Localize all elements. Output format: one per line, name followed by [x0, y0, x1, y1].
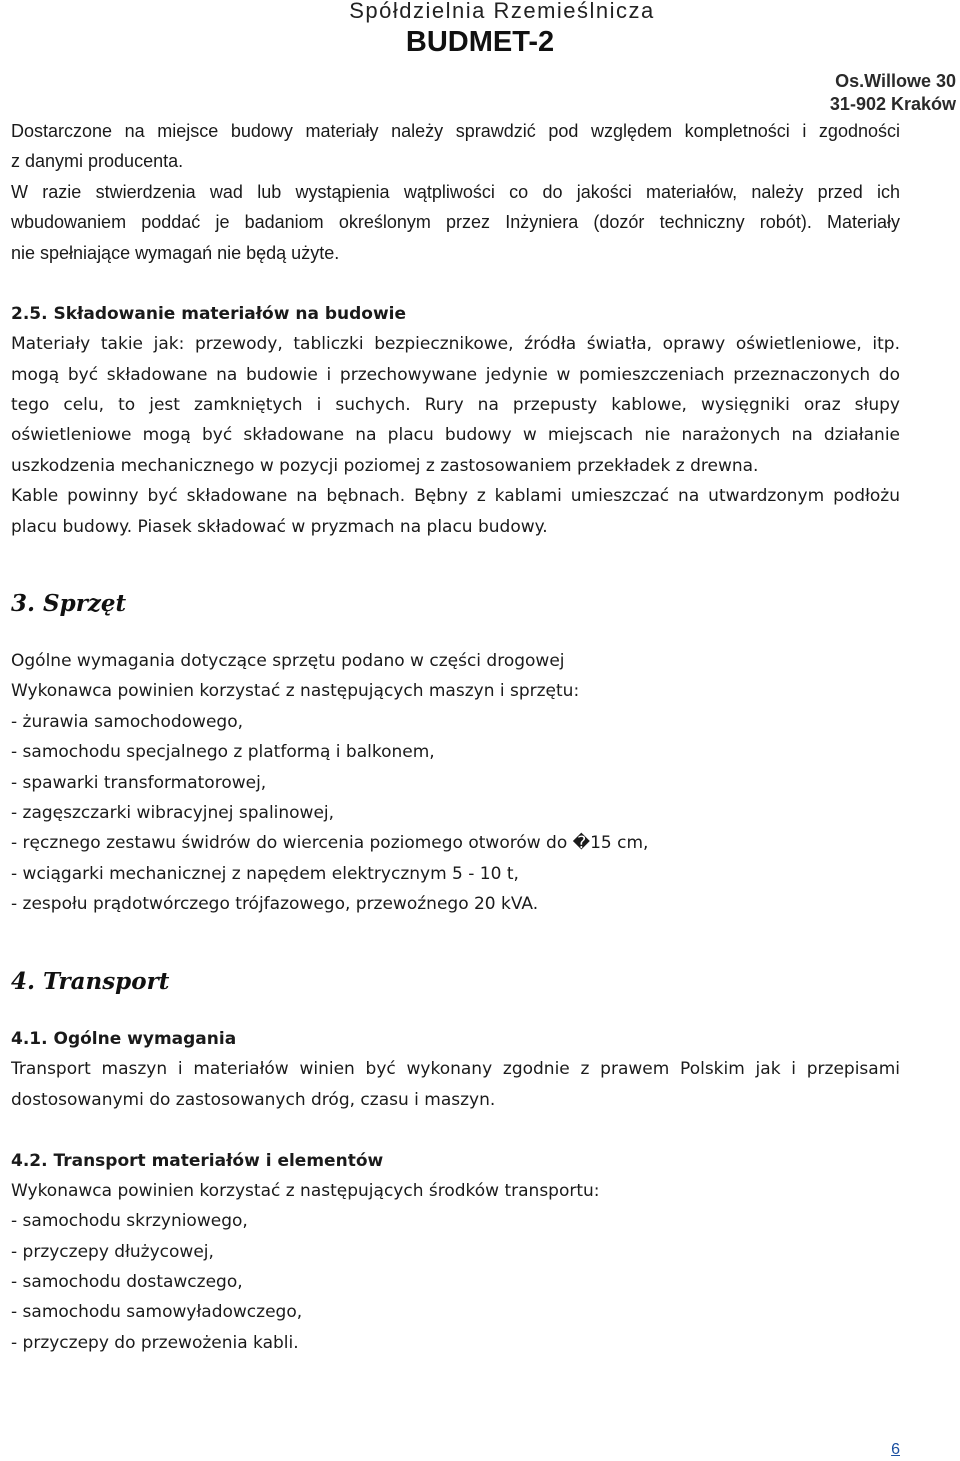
address-line-2: 31-902 Kraków: [829, 94, 956, 114]
paragraph-line: dostosowanymi do zastosowanych dróg, czasu i maszyn.: [11, 1090, 496, 1110]
list-item: - samochodu specjalnego z platformą i balkonem,: [11, 742, 435, 762]
intro-line: Dostarczone na miejsce budowy materiały należy sprawdzić pod względem kompletności i zgodności: [11, 121, 900, 141]
address-line-1: Os.Willowe 30: [835, 71, 956, 91]
intro-line: wbudowaniem poddać je badaniom określonym przez Inżyniera (dozór techniczny robót). Materiały: [11, 212, 900, 232]
paragraph-line: Materiały takie jak: przewody, tabliczki bezpiecznikowe, źródła światła, oprawy oświetleniowe, itp.: [11, 334, 900, 354]
cooperative-name: Spółdzielnia Rzemieślnicza: [349, 0, 655, 23]
company-name: BUDMET-2: [405, 26, 555, 58]
list-item: - samochodu skrzyniowego,: [11, 1211, 248, 1231]
intro-line: nie spełniające wymagań nie będą użyte.: [11, 243, 340, 263]
paragraph-line: placu budowy. Piasek składować w pryzmach na placu budowy.: [11, 517, 548, 537]
list-item: - ręcznego zestawu świdrów do wiercenia poziomego otworów do �15 cm,: [11, 833, 649, 853]
list-item: - samochodu dostawczego,: [11, 1272, 243, 1292]
intro-line: W razie stwierdzenia wad lub wystąpienia wątpliwości co do jakości materiałów, należy przed ich: [11, 182, 900, 202]
chapter-heading: 3. Sprzęt: [11, 590, 127, 617]
section-heading: 2.5. Składowanie materiałów na budowie: [11, 304, 407, 324]
list-item: - przyczepy do przewożenia kabli.: [11, 1333, 299, 1353]
paragraph-line: Transport maszyn i materiałów winien być wykonany zgodnie z prawem Polskim jak i przepisami: [11, 1059, 900, 1079]
paragraph-line: uszkodzenia mechanicznego w pozycji poziomej z zastosowaniem przekładek z drewna.: [11, 456, 759, 476]
list-item: - wciągarki mechanicznej z napędem elektrycznym 5 - 10 t,: [11, 864, 519, 884]
list-item: - samochodu samowyładowczego,: [11, 1302, 303, 1322]
list-item: - zespołu prądotwórczego trójfazowego, przewoźnego 20 kVA.: [11, 894, 539, 914]
page-number: 6: [891, 1441, 900, 1458]
paragraph-line: Ogólne wymagania dotyczące sprzętu podano w części drogowej: [11, 651, 565, 671]
list-item: - przyczepy dłużycowej,: [11, 1242, 214, 1262]
list-item: - zagęszczarki wibracyjnej spalinowej,: [11, 803, 335, 823]
intro-line: z danymi producenta.: [11, 151, 184, 171]
list-item: - spawarki transformatorowej,: [11, 773, 267, 793]
paragraph-line: Wykonawca powinien korzystać z następujących środków transportu:: [11, 1181, 600, 1201]
section-heading: 4.1. Ogólne wymagania: [11, 1029, 237, 1049]
paragraph-line: tego celu, to jest zamkniętych i suchych. Rury na przepusty kablowe, wysięgniki oraz słupy: [11, 395, 900, 415]
section-heading: 4.2. Transport materiałów i elementów: [11, 1151, 384, 1171]
chapter-heading: 4. Transport: [11, 968, 170, 995]
paragraph-line: oświetleniowe mogą być składowane na placu budowy w miejscach nie narażonych na działanie: [11, 425, 900, 445]
paragraph-line: Wykonawca powinien korzystać z następujących maszyn i sprzętu:: [11, 681, 580, 701]
paragraph-line: mogą być składowane na budowie i przechowywane jedynie w pomieszczeniach przeznaczonych do: [11, 365, 900, 385]
paragraph-line: Kable powinny być składowane na bębnach. Bębny z kablami umieszczać na utwardzonym podłożu: [11, 486, 900, 506]
list-item: - żurawia samochodowego,: [11, 712, 243, 732]
